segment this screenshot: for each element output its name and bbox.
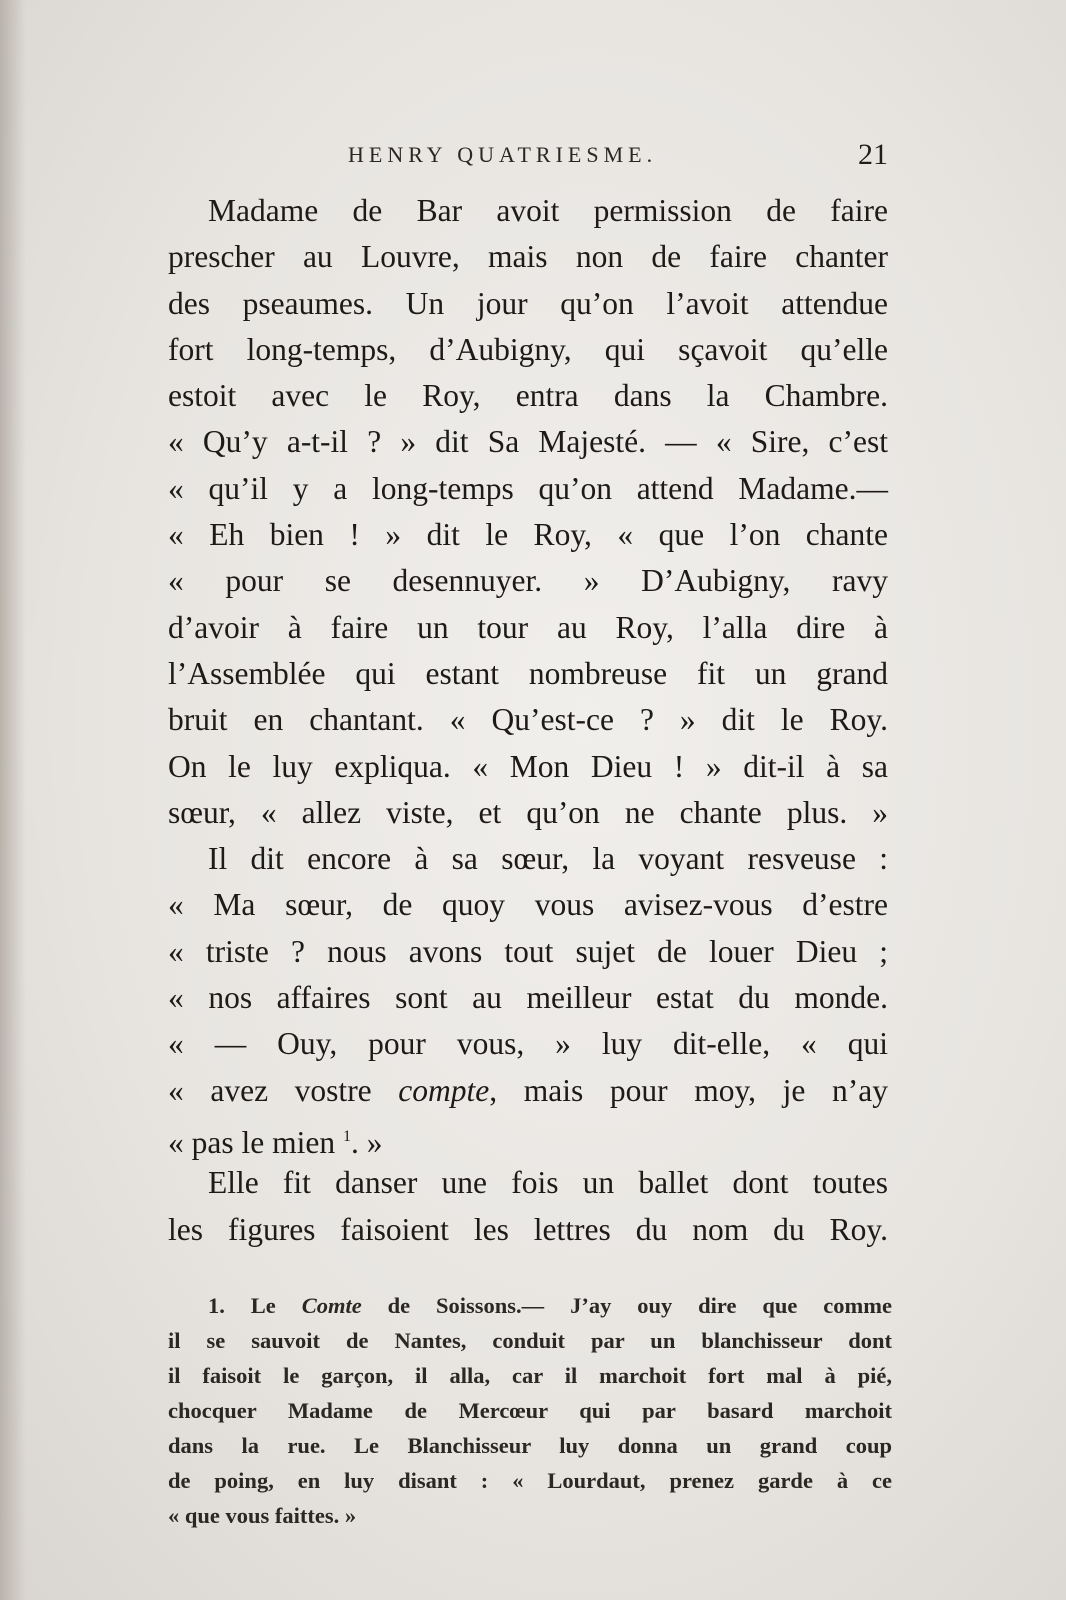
body-line: estoit avec le Roy, entra dans la Chambre. — [168, 378, 888, 414]
body-line: Il dit encore à sa sœur, la voyant resveuse : — [208, 841, 888, 877]
footnote-line: il se sauvoit de Nantes, conduit par un blanchisseur dont — [168, 1328, 892, 1353]
body-line: « Ma sœur, de quoy vous avisez-vous d’estre — [168, 887, 888, 923]
body-line: l’Assemblée qui estant nombreuse fit un grand — [168, 655, 888, 691]
footnote-line: « que vous faittes. » — [168, 1503, 357, 1528]
body-line: « pour se desennuyer. » D’Aubigny, ravy — [168, 563, 888, 599]
body-line: « triste ? nous avons tout sujet de louer Dieu ; — [168, 933, 888, 969]
footnote-line — [168, 1288, 892, 1323]
text-segment: « avez vostre — [168, 1072, 399, 1108]
running-head — [168, 138, 888, 174]
body-line: Elle fit danser une fois un ballet dont toutes — [208, 1165, 888, 1201]
body-line — [168, 1068, 888, 1114]
body-line — [168, 1114, 888, 1160]
footnote-line: il faisoit le garçon, il alla, car il marchoit fort mal à pié, — [168, 1363, 892, 1388]
footnote — [168, 1288, 892, 1533]
body-line: « Eh bien ! » dit le Roy, « que l’on chante — [168, 517, 888, 553]
italic-word: Comte — [301, 1293, 362, 1318]
body-line: On le luy expliqua. « Mon Dieu ! » dit-il à sa — [168, 748, 888, 784]
body-line: sœur, « allez viste, et qu’on ne chante plus. » — [168, 794, 888, 830]
body-line: Madame de Bar avoit permission de faire — [208, 193, 888, 228]
footnote-line: de poing, en luy disant : « Lourdaut, prenez garde à ce — [168, 1468, 892, 1493]
body-text — [168, 188, 888, 1253]
gutter-shadow — [0, 0, 26, 1600]
page-number: 21 — [858, 138, 888, 171]
italic-word: compte — [398, 1072, 490, 1108]
body-line: des pseaumes. Un jour qu’on l’avoit attendue — [168, 285, 888, 321]
text-segment: 1. Le — [208, 1293, 302, 1318]
body-line: « nos affaires sont au meilleur estat du monde. — [168, 980, 888, 1016]
body-line: les figures faisoient les lettres du nom du Roy. — [168, 1211, 888, 1247]
text-segment: de Soissons.— J’ay ouy dire que comme — [361, 1293, 892, 1318]
running-title: HENRY QUATRIESME. — [348, 142, 658, 167]
footnote-marker: 1 — [342, 1127, 351, 1145]
body-line: d’avoir à faire un tour au Roy, l’alla dire à — [168, 609, 888, 645]
footnote-line: chocquer Madame de Mercœur qui par basard marchoit — [168, 1398, 892, 1423]
body-line: prescher au Louvre, mais non de faire chanter — [168, 239, 888, 275]
text-segment: , mais pour moy, je n’ay — [489, 1072, 888, 1108]
body-line: fort long-temps, d’Aubigny, qui sçavoit qu’elle — [168, 331, 888, 367]
text-segment: « pas le mien — [168, 1124, 343, 1160]
body-line: « — Ouy, pour vous, » luy dit-elle, « qui — [168, 1026, 888, 1062]
text-segment: . » — [350, 1124, 383, 1160]
body-line: « Qu’y a-t-il ? » dit Sa Majesté. — « Sire, c’est — [168, 424, 888, 460]
body-line: bruit en chantant. « Qu’est-ce ? » dit le Roy. — [168, 702, 888, 738]
footnote-line: dans la rue. Le Blanchisseur luy donna un grand coup — [168, 1433, 892, 1458]
body-line: « qu’il y a long-temps qu’on attend Madame.— — [168, 470, 888, 506]
